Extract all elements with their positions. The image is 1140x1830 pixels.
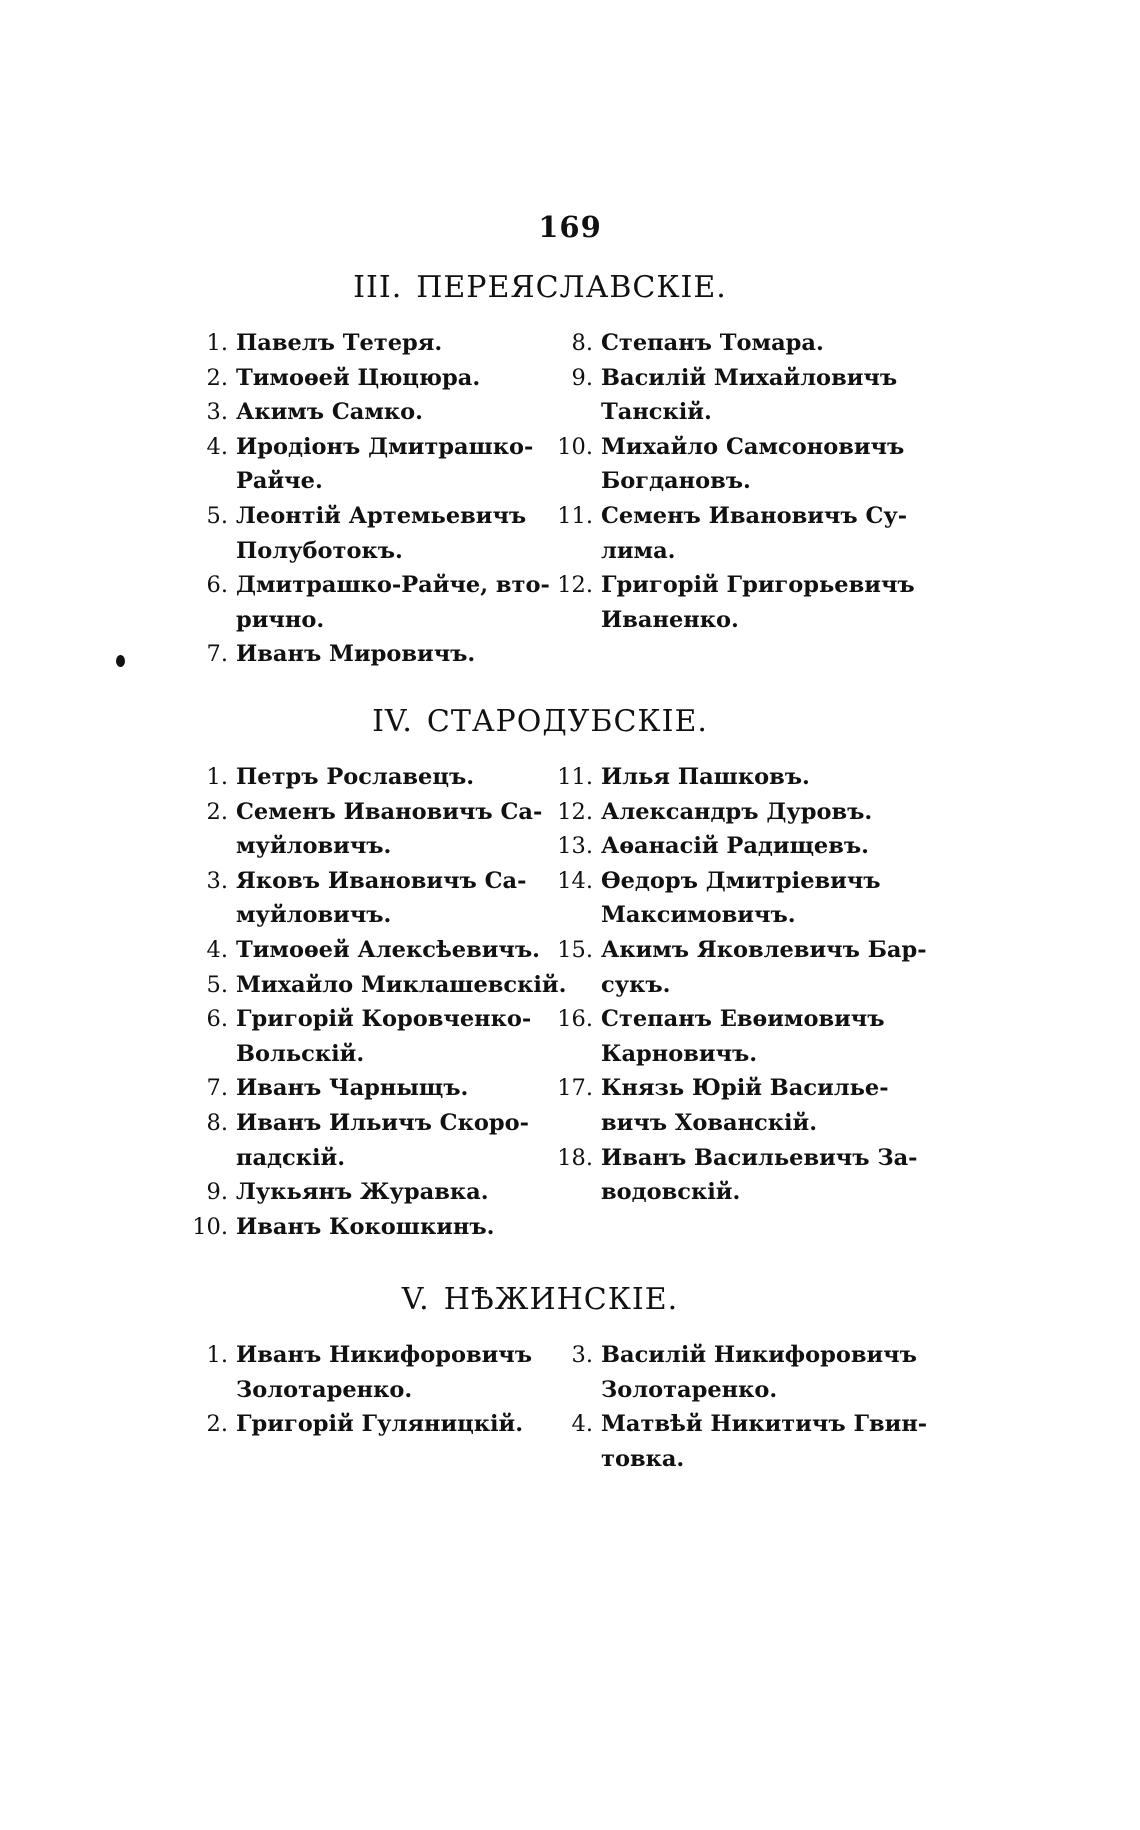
item-name <box>236 1002 531 1071</box>
item-name-line: Григорій Коровченко- <box>236 1006 532 1033</box>
section-roman-numeral: IV. <box>372 704 413 739</box>
item-name <box>236 1407 530 1442</box>
item-number: 2. <box>206 364 228 391</box>
list-item <box>555 499 908 568</box>
list-item <box>190 864 530 933</box>
item-name-line: Илья Пашковъ. <box>601 764 810 790</box>
section-heading <box>190 1280 890 1320</box>
list-item <box>555 1141 918 1210</box>
item-name-continuation: рично. <box>236 606 325 633</box>
item-name-continuation: Иваненко. <box>601 606 739 633</box>
list-item <box>555 361 898 430</box>
item-number: 16. <box>557 1006 593 1033</box>
item-name <box>601 829 890 864</box>
section-title: НѢЖИНСКІЕ. <box>443 1282 679 1317</box>
item-name-line: Григорій Григорьевичъ <box>601 572 915 599</box>
list-item <box>190 499 530 568</box>
item-name <box>601 795 890 830</box>
item-name-continuation: водовскій. <box>601 1179 741 1206</box>
section-title: СТАРОДУБСКІЕ. <box>426 704 708 739</box>
item-number: 9. <box>571 364 593 391</box>
item-number: 5. <box>206 971 228 998</box>
item-name-continuation: Танскій. <box>601 399 712 426</box>
item-name <box>236 1071 530 1106</box>
item-name-line: Иванъ Ильичъ Скоро- <box>236 1109 529 1136</box>
item-name-line: Василій Никифоровичъ <box>601 1342 917 1368</box>
list-item <box>555 1338 917 1407</box>
item-name-line: Матвѣй Никитичъ Гвин- <box>601 1411 928 1438</box>
item-number: 1. <box>206 1342 228 1368</box>
list-item <box>555 326 890 361</box>
list-item <box>190 1175 530 1210</box>
list-item <box>555 829 890 864</box>
item-name <box>601 933 927 1002</box>
list-item <box>190 1210 530 1245</box>
list-column-right <box>555 326 915 672</box>
item-name <box>601 1141 918 1210</box>
list-column-left <box>190 760 567 1244</box>
item-name-line: Петръ Рославецъ. <box>236 764 475 790</box>
list-item <box>555 430 905 499</box>
item-name <box>601 499 907 568</box>
item-name <box>236 760 530 795</box>
list-column-right <box>555 1338 928 1476</box>
item-name-line: Иванъ Чарныщъ. <box>236 1075 469 1102</box>
item-name <box>236 933 540 968</box>
list-item <box>190 637 530 672</box>
item-name-line: Иванъ Кокошкинъ. <box>236 1213 495 1240</box>
list-item <box>190 430 534 499</box>
item-name <box>236 795 542 864</box>
list-item <box>190 361 530 396</box>
list-column-right <box>555 760 927 1244</box>
item-name-continuation: товка. <box>601 1445 685 1472</box>
item-number: 13. <box>557 833 593 860</box>
section-nezhinskie <box>190 1280 928 1476</box>
item-name-line: Яковъ Ивановичъ Са- <box>236 867 527 894</box>
list-item <box>190 1338 533 1407</box>
section-pereyaslavskie <box>190 268 915 672</box>
section-roman-numeral: V. <box>401 1282 430 1317</box>
item-number: 6. <box>206 1006 228 1033</box>
list-item <box>190 1106 530 1175</box>
list-item <box>555 864 890 933</box>
item-name-continuation: Максимовичъ. <box>601 902 796 929</box>
two-column-list <box>190 326 915 672</box>
item-number: 7. <box>206 641 228 668</box>
item-number: 3. <box>206 399 228 426</box>
item-name <box>236 1338 532 1407</box>
item-name-line: Семенъ Ивановичъ Са- <box>236 798 543 825</box>
item-number: 9. <box>206 1179 228 1206</box>
item-name-continuation: падскій. <box>236 1144 346 1171</box>
item-name-line: Иродіонъ Дмитрашко- <box>236 433 534 460</box>
item-number: 1. <box>206 764 228 790</box>
item-name <box>601 326 890 361</box>
item-number: 10. <box>192 1213 228 1240</box>
item-name <box>236 968 566 1003</box>
item-name <box>601 1338 917 1407</box>
list-item <box>190 760 530 795</box>
item-name <box>236 395 530 430</box>
item-name-continuation: Карновичъ. <box>601 1040 758 1067</box>
item-name <box>236 1210 530 1245</box>
item-name-line: Дмитрашко-Райче, вто- <box>236 572 550 599</box>
item-name <box>601 1071 890 1140</box>
list-item <box>555 1002 890 1071</box>
item-number: 6. <box>206 572 228 599</box>
item-name-continuation: сукъ. <box>601 971 671 998</box>
item-name-line: Павелъ Тетеря. <box>236 330 443 356</box>
item-number: 3. <box>206 867 228 894</box>
item-number: 4. <box>206 936 228 963</box>
item-name-continuation: лима. <box>601 537 676 564</box>
item-number: 11. <box>557 764 593 790</box>
item-name-continuation: муйловичъ. <box>236 902 392 929</box>
list-item <box>555 760 890 795</box>
item-name-line: Акимъ Самко. <box>236 399 424 426</box>
list-item <box>555 933 927 1002</box>
section-heading <box>190 702 890 742</box>
list-item <box>190 568 550 637</box>
item-name <box>236 430 533 499</box>
item-number: 4. <box>206 433 228 460</box>
list-item <box>190 1071 530 1106</box>
item-name-continuation: Золотаренко. <box>601 1376 778 1403</box>
section-roman-numeral: III. <box>353 270 403 305</box>
item-name <box>601 1002 890 1071</box>
item-number: 8. <box>571 330 593 356</box>
item-name-line: Тимоѳей Алексѣевичъ. <box>236 936 540 963</box>
item-number: 5. <box>206 502 228 529</box>
two-column-list <box>190 760 927 1244</box>
item-name-continuation: Полуботокъ. <box>236 537 403 564</box>
item-name <box>601 361 897 430</box>
item-name <box>601 430 904 499</box>
item-number: 10. <box>557 433 593 460</box>
item-name-line: Степанъ Томара. <box>601 330 824 356</box>
item-number: 12. <box>557 572 593 599</box>
item-number: 14. <box>557 867 593 894</box>
item-name <box>236 361 530 396</box>
item-name-line: Леонтій Артемьевичъ <box>236 502 527 529</box>
item-number: 1. <box>206 330 228 356</box>
list-item <box>190 1407 530 1442</box>
item-name <box>236 326 530 361</box>
item-name <box>601 864 890 933</box>
item-number: 8. <box>206 1109 228 1136</box>
section-heading <box>190 268 890 308</box>
item-name-continuation: Богдановъ. <box>601 468 751 495</box>
item-name-continuation: Золотаренко. <box>236 1376 413 1403</box>
item-name <box>236 1106 530 1175</box>
item-name-line: Князь Юрій Василье- <box>601 1075 889 1102</box>
item-name-line: Семенъ Ивановичъ Су- <box>601 502 908 529</box>
item-name-line: Акимъ Яковлевичъ Бар- <box>601 936 927 963</box>
item-name-line: Иванъ Мировичъ. <box>236 641 476 668</box>
item-number: 4. <box>571 1411 593 1438</box>
item-name-line: Иванъ Васильевичъ За- <box>601 1144 918 1171</box>
list-item <box>555 568 915 637</box>
item-name <box>601 1407 927 1476</box>
ink-spot <box>116 655 125 667</box>
item-number: 3. <box>571 1342 593 1368</box>
item-name <box>236 499 530 568</box>
item-number: 18. <box>557 1144 593 1171</box>
item-name <box>236 637 530 672</box>
list-item <box>555 1407 928 1476</box>
list-item <box>555 795 890 830</box>
list-item <box>555 1071 890 1140</box>
item-number: 17. <box>557 1075 593 1102</box>
item-name <box>236 864 530 933</box>
item-number: 2. <box>206 1411 228 1438</box>
item-name-line: Ѳедоръ Дмитріевичъ <box>601 867 881 894</box>
list-column-left <box>190 326 550 672</box>
list-item <box>190 968 567 1003</box>
list-item <box>190 326 530 361</box>
item-number: 2. <box>206 798 228 825</box>
item-number: 12. <box>557 798 593 825</box>
item-name <box>601 568 915 637</box>
item-name-line: Аѳанасій Радищевъ. <box>601 833 869 860</box>
item-number: 7. <box>206 1075 228 1102</box>
item-number: 11. <box>557 502 593 529</box>
item-name-line: Тимоѳей Цюцюра. <box>236 364 481 391</box>
item-name-line: Иванъ Никифоровичъ <box>236 1342 533 1368</box>
item-name-line: Михайло Миклашевскій. <box>236 971 567 998</box>
item-number: 15. <box>557 936 593 963</box>
item-name-continuation: муйловичъ. <box>236 833 392 860</box>
list-item <box>190 933 540 968</box>
item-name-continuation: Райче. <box>236 468 323 495</box>
list-column-left <box>190 1338 533 1476</box>
item-name-line: Григорій Гуляницкій. <box>236 1411 524 1438</box>
item-name-line: Александръ Дуровъ. <box>601 798 873 825</box>
two-column-list <box>190 1338 928 1476</box>
item-name-line: Степанъ Евѳимовичъ <box>601 1006 885 1033</box>
list-item <box>190 395 530 430</box>
section-title: ПЕРЕЯСЛАВСКІЕ. <box>416 270 727 305</box>
item-name <box>236 568 550 637</box>
item-name-line: Василій Михайловичъ <box>601 364 898 391</box>
item-name-line: Лукьянъ Журавка. <box>236 1179 489 1206</box>
item-name-continuation: Вольскій. <box>236 1040 365 1067</box>
section-starodubskie <box>190 702 927 1244</box>
item-name-line: Михайло Самсоновичъ <box>601 433 905 460</box>
item-name <box>601 760 890 795</box>
item-name <box>236 1175 530 1210</box>
list-item <box>190 1002 530 1071</box>
page-number: 169 <box>538 210 602 244</box>
list-item <box>190 795 543 864</box>
item-name-continuation: вичъ Хованскій. <box>601 1109 818 1136</box>
